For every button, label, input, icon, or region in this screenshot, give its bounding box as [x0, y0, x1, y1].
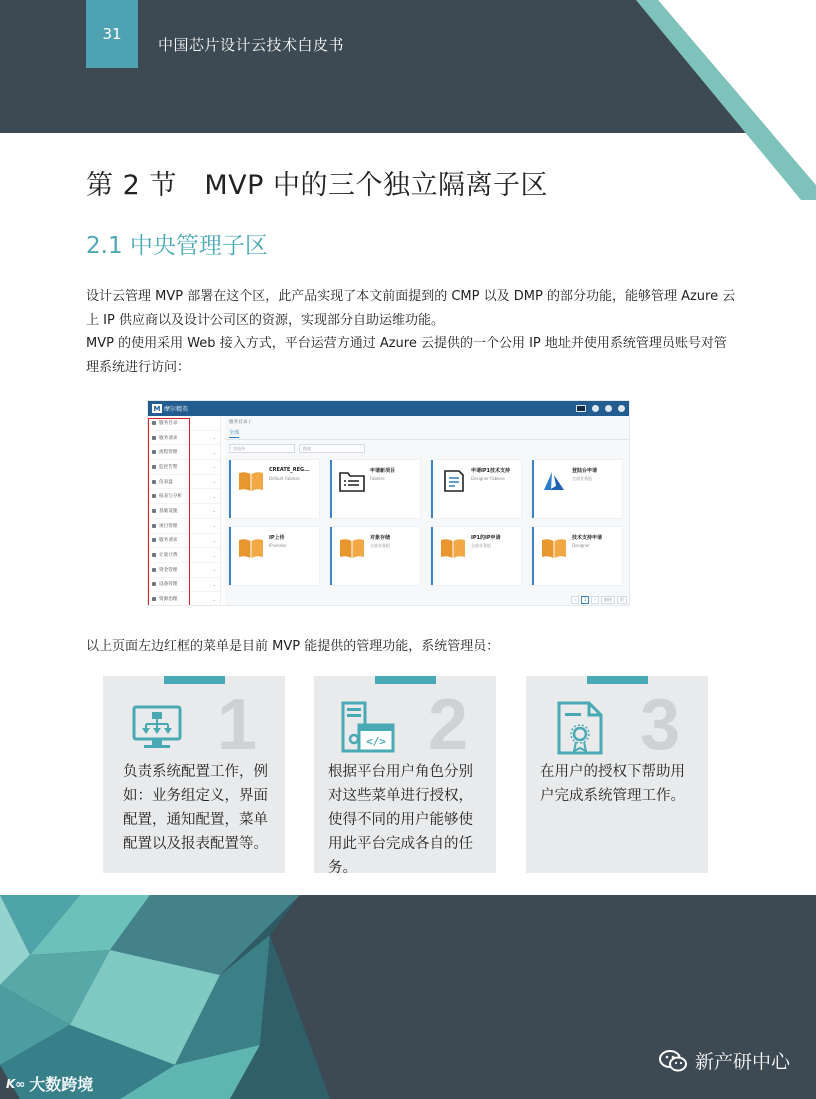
service-card [229, 460, 319, 518]
menu-item-label: 项目管理 [159, 523, 178, 529]
feature-number: 1 [217, 685, 258, 765]
service-card-title: 技术支持申请 [572, 535, 603, 541]
chevron-down-icon: ⌄ [212, 537, 216, 543]
wechat-account-name: 新产研中心 [694, 1051, 790, 1073]
feature-tab [587, 676, 648, 684]
service-card [532, 527, 622, 585]
menu-item-label: 流程管理 [159, 450, 178, 456]
book-icon [238, 470, 264, 492]
document-title: 中国芯片设计云技术白皮书 [158, 36, 345, 54]
service-card-title: 申请IP1技术支持 [471, 468, 511, 474]
mvp-console-screenshot [147, 400, 630, 606]
list-icon [605, 405, 612, 412]
service-card-title: IP1的IP申请 [471, 535, 501, 541]
user-icon [618, 405, 625, 412]
service-card-title: IP上传 [269, 535, 285, 541]
pager-prev: ‹ [571, 596, 579, 604]
pager-unit: 页 [617, 596, 627, 604]
subsection-title: 2.1 中央管理子区 [86, 233, 268, 259]
chevron-down-icon: ⌄ [212, 523, 216, 529]
service-card [532, 460, 622, 518]
service-card-subtitle: Designer [572, 543, 590, 548]
paragraph-menu-note: 以上页面左边红框的菜单是目前 MVP 能提供的管理功能，系统管理员： [86, 639, 500, 654]
menu-item-label: 基础设施 [159, 508, 178, 514]
console-topbar [148, 401, 630, 416]
menu-item-label: 计量计费 [159, 553, 178, 559]
console-brand: 摩尔精英 [164, 406, 189, 413]
console-tab-divider [225, 439, 630, 440]
bell-icon [592, 405, 599, 412]
chevron-down-icon: ⌄ [212, 508, 216, 514]
service-card [431, 460, 521, 518]
console-logo: M [153, 404, 161, 413]
menu-item-label: 服务请求 [159, 538, 178, 544]
menu-item-label: 仪表盘 [159, 479, 173, 485]
feature-number: 3 [640, 685, 681, 765]
chevron-down-icon: ⌄ [212, 567, 216, 573]
service-card-title: 对象存储 [370, 535, 391, 541]
console-search-input: 搜索 [299, 444, 365, 453]
book-icon [541, 537, 567, 559]
watermark-text: 大数跨境 [29, 1075, 94, 1094]
console-tab-all: 全部 [229, 430, 240, 436]
console-top-icons [576, 405, 625, 412]
console-filter-select: 请选择 [229, 444, 295, 453]
chevron-down-icon: ⌄ [212, 581, 216, 587]
paragraph-deployment: 设计云管理 MVP 部署在这个区，此产品实现了本文前面提到的 CMP 以及 DMP 的部分功能，能够管理 Azure 云上 IP 供应商以及设计公司区的资源，实现部分自助运维功能。 [86, 289, 736, 328]
wechat-account [659, 1047, 790, 1074]
service-card [330, 527, 420, 585]
feature-text: 负责系统配置工作，例如：业务组定义，界面配置，通知配置，菜单配置以及报表配置等。 [123, 764, 268, 852]
highlight-red-frame [148, 418, 190, 606]
section-title: 第 2 节 MVP 中的三个独立隔离子区 [86, 170, 548, 201]
service-card-subtitle: Default Fabless [269, 476, 300, 481]
footer-polygon-art [0, 895, 340, 1099]
chevron-down-icon: ⌄ [212, 479, 216, 485]
document-icon [440, 470, 466, 492]
service-card-subtitle: Fabless [370, 476, 385, 481]
feature-tab [164, 676, 225, 684]
chevron-down-icon: ⌄ [212, 464, 216, 470]
service-card [330, 460, 420, 518]
book-icon [440, 537, 466, 559]
feature-box-3 [526, 676, 708, 873]
service-card-subtitle: IPvendor [269, 543, 287, 548]
service-card-subtitle: 全部业务组 [370, 543, 390, 548]
pager-next: › [591, 596, 599, 604]
feature-text: 在用户的授权下帮助用户完成系统管理工作。 [540, 764, 685, 804]
pager-current: 1 [581, 596, 590, 604]
watermark-logo: K∞ [6, 1076, 26, 1091]
chevron-down-icon: ⌄ [212, 596, 216, 602]
paragraph-access: MVP 的使用采用 Web 接入方式，平台运营方通过 Azure 云提供的一个公用 IP 地址并使用系统管理员账号对管理系统进行访问： [86, 336, 727, 375]
service-card [431, 527, 521, 585]
console-breadcrumb: 服务目录 / [229, 420, 251, 425]
azure-icon [541, 470, 567, 492]
folder-icon [339, 470, 365, 492]
feature-number: 2 [428, 685, 469, 765]
service-card-subtitle: 全部业务组 [471, 543, 491, 548]
service-card-subtitle: 全部业务组 [572, 476, 592, 481]
page-number: 31 [86, 0, 138, 68]
pager-goto: 前往 [601, 596, 615, 604]
flag-icon [576, 405, 586, 412]
service-card [229, 527, 319, 585]
service-card-title: CREATE_REG... [269, 467, 310, 473]
service-card-subtitle: Designer Fabless [471, 476, 505, 481]
book-icon [339, 537, 365, 559]
watermark [6, 1072, 93, 1095]
menu-item-label: 报表与分析 [159, 494, 182, 500]
certificate-icon [553, 701, 607, 755]
corner-decoration [636, 0, 816, 200]
feature-tab [375, 676, 436, 684]
svg-text:</>: </> [366, 735, 386, 748]
menu-item-label: 服务请求 [159, 435, 178, 441]
feature-box-1 [103, 676, 285, 873]
console-pager [571, 596, 627, 604]
org-chart-monitor-icon [130, 701, 184, 755]
feature-box-2 [314, 676, 496, 876]
chevron-down-icon: ⌄ [212, 493, 216, 499]
menu-item-label: 资金管理 [159, 567, 178, 573]
menu-item-label: 服务目录 [159, 420, 178, 426]
chevron-down-icon: ⌄ [212, 449, 216, 455]
chevron-down-icon: ⌄ [212, 435, 216, 441]
service-card-title: 申请新项目 [370, 468, 396, 474]
menu-item-label: 监控告警 [159, 464, 178, 470]
menu-item-label: 设备管理 [159, 582, 178, 588]
service-card-title: 登陆台申请 [572, 468, 598, 474]
code-window-icon [341, 701, 395, 755]
chevron-down-icon: ⌄ [212, 552, 216, 558]
feature-text: 根据平台用户角色分别对这些菜单进行授权，使得不同的用户能够使用此平台完成各自的任务。 [328, 764, 473, 876]
book-icon [238, 537, 264, 559]
menu-item-label: 资源治理 [159, 597, 178, 603]
wechat-icon [659, 1049, 687, 1073]
console-main [225, 416, 630, 606]
